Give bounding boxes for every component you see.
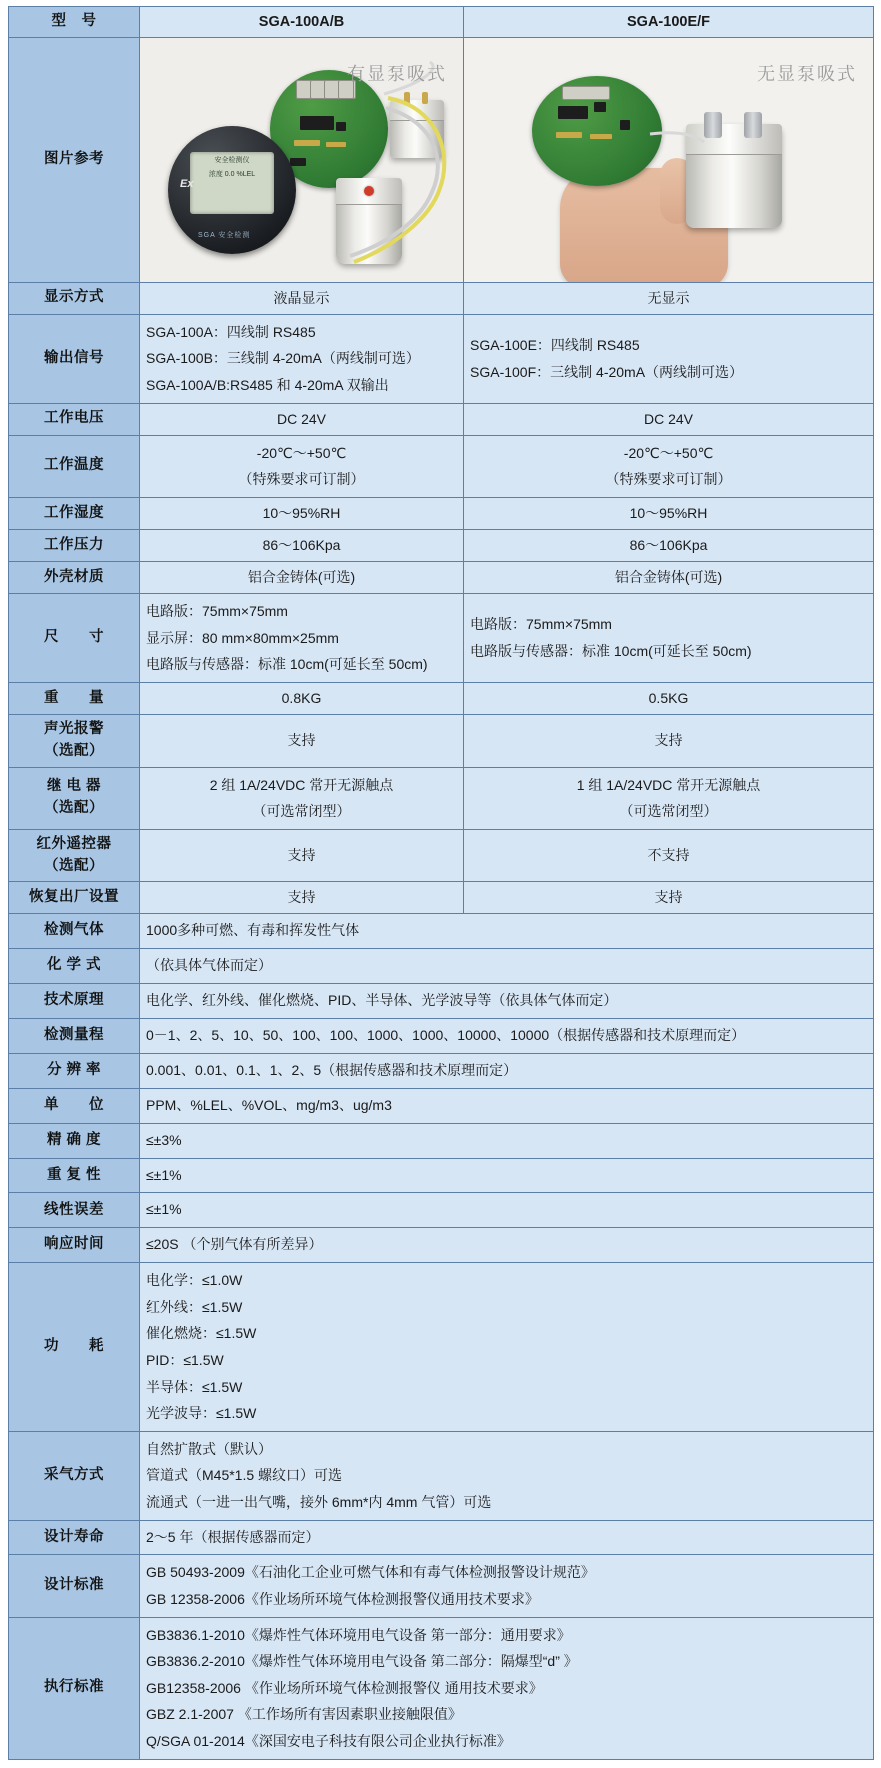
row-label-shell: 外壳材质 <box>9 562 140 594</box>
remote-value-a: 支持 <box>140 829 464 882</box>
relay-value-a <box>140 767 464 829</box>
remote-label-line-2: （选配） <box>44 857 104 874</box>
table-row-relay <box>9 767 874 829</box>
pressure-value-a: 86～106Kpa <box>140 530 464 562</box>
output-b-line-2: SGA-100F：三线制 4-20mA（两线制可选） <box>470 363 744 380</box>
model-b-header: SGA-100E/F <box>464 7 874 38</box>
row-label-execution-standard: 执行标准 <box>9 1617 140 1759</box>
power-line-4: PID：≤1.5W <box>146 1352 224 1369</box>
table-row-resolution <box>9 1053 874 1088</box>
row-label-photo: 图片参考 <box>9 37 140 282</box>
photo-cell-a <box>140 37 464 282</box>
power-value <box>140 1263 874 1432</box>
display-value-a: 液晶显示 <box>140 282 464 314</box>
output-a-line-1: SGA-100A：四线制 RS485 <box>146 323 316 340</box>
sampling-line-1: 自然扩散式（默认） <box>146 1440 272 1457</box>
weight-value-a: 0.8KG <box>140 682 464 714</box>
size-a-line-3: 电路版与传感器：标准 10cm(可延长至 50cm) <box>146 656 428 673</box>
table-row-linearity <box>9 1193 874 1228</box>
factory-reset-value-b: 支持 <box>464 882 874 914</box>
table-row-alarm <box>9 715 874 768</box>
size-b-line-2: 电路版与传感器：标准 10cm(可延长至 50cm) <box>470 643 752 660</box>
size-value-a <box>140 594 464 683</box>
shell-value-a: 铝合金铸体(可选) <box>140 562 464 594</box>
voltage-value-a: DC 24V <box>140 403 464 435</box>
table-row-range <box>9 1019 874 1054</box>
table-row-execution-standard <box>9 1617 874 1759</box>
row-label-response: 响应时间 <box>9 1228 140 1263</box>
output-a-line-3: SGA-100A/B:RS485 和 4-20mA 双输出 <box>146 377 389 394</box>
table-row-lifetime <box>9 1520 874 1555</box>
row-label-sampling: 采气方式 <box>9 1431 140 1520</box>
photo-cell-b <box>464 37 874 282</box>
table-row-pressure <box>9 530 874 562</box>
row-label-remote <box>9 829 140 882</box>
row-label-alarm <box>9 715 140 768</box>
temperature-value-b <box>464 435 874 497</box>
model-a-header: SGA-100A/B <box>140 7 464 38</box>
size-value-b <box>464 594 874 683</box>
relay-b-line-2: （可选常闭型） <box>619 803 718 820</box>
table-row-unit <box>9 1088 874 1123</box>
table-row-formula <box>9 949 874 984</box>
power-line-5: 半导体：≤1.5W <box>146 1378 243 1395</box>
power-line-6: 光学波导：≤1.5W <box>146 1405 257 1422</box>
table-row-principle <box>9 984 874 1019</box>
output-b-line-1: SGA-100E：四线制 RS485 <box>470 337 640 354</box>
range-value: 0－1、2、5、10、50、100、100、1000、1000、10000、10000（根据传感器和技术原理而定） <box>140 1019 874 1054</box>
row-label-pressure: 工作压力 <box>9 530 140 562</box>
exec-std-line-1: GB3836.1-2010《爆炸性气体环境用电气设备 第一部分：通用要求》 <box>146 1626 571 1643</box>
table-row-accuracy <box>9 1123 874 1158</box>
relay-a-line-1: 2 组 1A/24VDC 常开无源触点 <box>209 776 394 793</box>
ex-marking: Ex <box>180 177 194 190</box>
row-label-voltage: 工作电压 <box>9 403 140 435</box>
exec-std-line-5: Q/SGA 01-2014《深国安电子科技有限公司企业执行标准》 <box>146 1733 511 1750</box>
photo-caption-a: 有显泵吸式 <box>347 63 447 84</box>
relay-label-line-2: （选配） <box>44 800 104 817</box>
table-row-remote <box>9 829 874 882</box>
table-row-size <box>9 594 874 683</box>
exec-std-line-3: GB12358-2006 《作业场所环境气体检测报警仪 通用技术要求》 <box>146 1679 543 1696</box>
row-label-resolution: 分 辨 率 <box>9 1053 140 1088</box>
table-row-photo <box>9 37 874 282</box>
row-label-repeatability: 重 复 性 <box>9 1158 140 1193</box>
linearity-value: ≤±1% <box>140 1193 874 1228</box>
row-label-accuracy: 精 确 度 <box>9 1123 140 1158</box>
sampling-value <box>140 1431 874 1520</box>
table-row-output <box>9 314 874 403</box>
row-label-gas: 检测气体 <box>9 914 140 949</box>
row-label-principle: 技术原理 <box>9 984 140 1019</box>
row-label-display: 显示方式 <box>9 282 140 314</box>
power-line-2: 红外线：≤1.5W <box>146 1298 243 1315</box>
temp-a-line-1: -20℃～+50℃ <box>256 444 347 461</box>
photo-caption-b: 无显泵吸式 <box>757 63 857 84</box>
table-row-factory-reset <box>9 882 874 914</box>
sampling-line-3: 流通式（一进一出气嘴，接外 6mm*内 4mm 气管）可选 <box>146 1494 492 1510</box>
table-row-repeatability <box>9 1158 874 1193</box>
table-row-display <box>9 282 874 314</box>
size-a-line-2: 显示屏：80 mm×80mm×25mm <box>146 629 339 646</box>
row-label-size: 尺 寸 <box>9 594 140 683</box>
response-value: ≤20S （个别气体有所差异） <box>140 1228 874 1263</box>
remote-value-b: 不支持 <box>464 829 874 882</box>
row-label-power: 功 耗 <box>9 1263 140 1432</box>
voltage-value-b: DC 24V <box>464 403 874 435</box>
alarm-label-line-1: 声光报警 <box>44 721 104 738</box>
alarm-label-line-2: （选配） <box>44 742 104 759</box>
row-label-humidity: 工作湿度 <box>9 497 140 529</box>
design-std-line-1: GB 50493-2009《石油化工企业可燃气体和有毒气体检测报警设计规范》 <box>146 1564 595 1581</box>
temp-b-line-2: （特殊要求可订制） <box>605 471 732 488</box>
output-a-line-2: SGA-100B：三线制 4-20mA（两线制可选） <box>146 350 420 367</box>
row-label-temperature: 工作温度 <box>9 435 140 497</box>
design-std-line-2: GB 12358-2006《作业场所环境气体检测报警仪通用技术要求》 <box>146 1591 539 1608</box>
output-value-a <box>140 314 464 403</box>
temp-a-line-2: （特殊要求可订制） <box>238 471 365 488</box>
table-row-voltage <box>9 403 874 435</box>
principle-value: 电化学、红外线、催化燃烧、PID、半导体、光学波导等（依具体气体而定） <box>140 984 874 1019</box>
power-line-1: 电化学：≤1.0W <box>146 1272 243 1289</box>
pressure-value-b: 86～106Kpa <box>464 530 874 562</box>
alarm-value-a: 支持 <box>140 715 464 768</box>
exec-std-line-2: GB3836.2-2010《爆炸性气体环境用电气设备 第二部分：隔爆型“d” 》 <box>146 1653 578 1670</box>
row-label-model: 型 号 <box>9 7 140 38</box>
temperature-value-a <box>140 435 464 497</box>
lcd-line-2: 浓度 0.0 %LEL <box>208 171 256 179</box>
row-label-linearity: 线性误差 <box>9 1193 140 1228</box>
shell-value-b: 铝合金铸体(可选) <box>464 562 874 594</box>
formula-value: （依具体气体而定） <box>140 949 874 984</box>
relay-label-line-1: 继 电 器 <box>46 778 102 795</box>
size-b-line-1: 电路版：75mm×75mm <box>470 616 612 633</box>
sampling-line-2: 管道式（M45*1.5 螺纹口）可选 <box>146 1467 343 1484</box>
table-row-response <box>9 1228 874 1263</box>
row-label-weight: 重 量 <box>9 682 140 714</box>
accuracy-value: ≤±3% <box>140 1123 874 1158</box>
remote-label-line-1: 红外遥控器 <box>36 835 112 852</box>
table-row-shell <box>9 562 874 594</box>
humidity-value-a: 10～95%RH <box>140 497 464 529</box>
temp-b-line-1: -20℃～+50℃ <box>623 444 714 461</box>
table-row-gas <box>9 914 874 949</box>
relay-value-b <box>464 767 874 829</box>
execution-standard-value <box>140 1617 874 1759</box>
row-label-factory-reset: 恢复出厂设置 <box>9 882 140 914</box>
table-row-model <box>9 7 874 38</box>
relay-b-line-1: 1 组 1A/24VDC 常开无源触点 <box>576 776 761 793</box>
humidity-value-b: 10～95%RH <box>464 497 874 529</box>
repeatability-value: ≤±1% <box>140 1158 874 1193</box>
row-label-lifetime: 设计寿命 <box>9 1520 140 1555</box>
row-label-range: 检测量程 <box>9 1019 140 1054</box>
row-label-formula: 化 学 式 <box>9 949 140 984</box>
exec-std-line-4: GBZ 2.1-2007 《工作场所有害因素职业接触限值》 <box>146 1706 462 1723</box>
row-label-design-standard: 设计标准 <box>9 1555 140 1617</box>
factory-reset-value-a: 支持 <box>140 882 464 914</box>
design-standard-value <box>140 1555 874 1617</box>
row-label-output: 输出信号 <box>9 314 140 403</box>
lifetime-value: 2～5 年（根据传感器而定） <box>140 1520 874 1555</box>
table-row-weight <box>9 682 874 714</box>
size-a-line-1: 电路版：75mm×75mm <box>146 603 288 620</box>
weight-value-b: 0.5KG <box>464 682 874 714</box>
power-line-3: 催化燃烧：≤1.5W <box>146 1325 257 1342</box>
display-value-b: 无显示 <box>464 282 874 314</box>
row-label-unit: 单 位 <box>9 1088 140 1123</box>
relay-a-line-2: （可选常闭型） <box>252 803 351 820</box>
table-row-power <box>9 1263 874 1432</box>
unit-value: PPM、%LEL、%VOL、mg/m3、ug/m3 <box>140 1088 874 1123</box>
resolution-value: 0.001、0.01、0.1、1、2、5（根据传感器和技术原理而定） <box>140 1053 874 1088</box>
meter-brand: SGA 安全检测 <box>198 231 251 239</box>
row-label-relay <box>9 767 140 829</box>
table-row-design-standard <box>9 1555 874 1617</box>
gas-value: 1000多种可燃、有毒和挥发性气体 <box>140 914 874 949</box>
lcd-line-1: 安全检测仪 <box>214 156 250 164</box>
specification-table <box>8 6 874 1760</box>
table-row-humidity <box>9 497 874 529</box>
table-row-sampling <box>9 1431 874 1520</box>
output-value-b <box>464 314 874 403</box>
table-row-temperature <box>9 435 874 497</box>
alarm-value-b: 支持 <box>464 715 874 768</box>
